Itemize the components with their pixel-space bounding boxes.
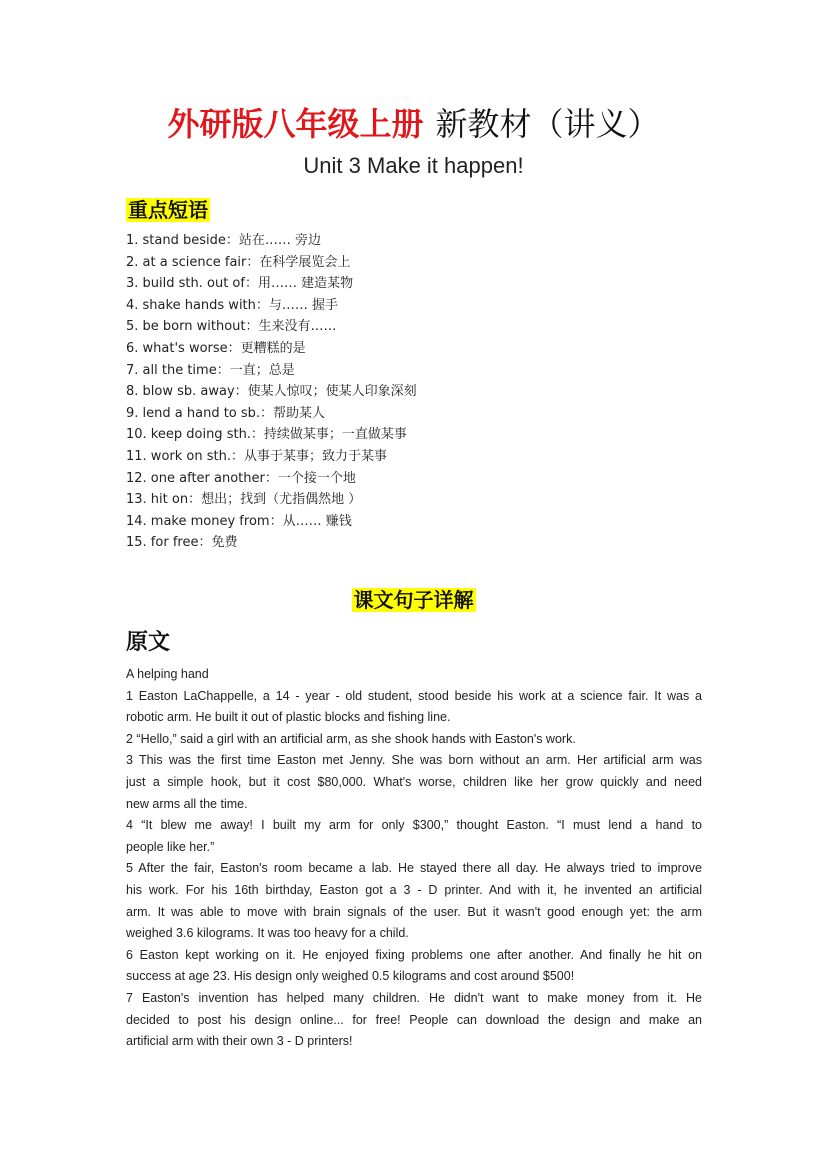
text-line: arm. It was able to move with brain signals of the user. But it wasn't good enough yet: the arm [126, 904, 702, 919]
unit-subtitle: Unit 3 Make it happen! [303, 153, 524, 178]
phrase-item: 1. stand beside：站在…… 旁边 [126, 233, 322, 248]
text-line: new arms all the time. [126, 796, 248, 811]
phrase-item: 9. lend a hand to sb.：帮助某人 [126, 405, 326, 421]
phrase-item: 15. for free：免费 [126, 535, 238, 551]
phrase-item: 8. blow sb. away：使某人惊叹；使某人印象深刻 [126, 384, 417, 400]
text-line: just a simple hook, but it cost $80,000. What's worse, children like her grow quickly and need [126, 774, 702, 789]
phrase-item: 5. be born without：生来没有…… [126, 319, 337, 335]
text-line: decided to post his design online... for free! People can download the design and make an [126, 1012, 702, 1027]
text-line: artificial arm with their own 3 - D printers! [126, 1034, 353, 1049]
text-line: 1 Easton LaChappelle, a 14 - year - old student, stood beside his work at a science fair. It was a [126, 688, 702, 703]
text-line: 7 Easton's invention has helped many children. He didn't want to make money from it. He [126, 990, 702, 1005]
sentences-heading [0, 586, 827, 614]
phrase-item: 10. keep doing sth.：持续做某事；一直做某事 [126, 427, 407, 443]
phrase-item: 13. hit on：想出；找到（尤指偶然地 ） [126, 492, 362, 508]
title-red: 外研版八年级上册 [167, 105, 424, 143]
text-line: weighed 3.6 kilograms. It was too heavy for a child. [126, 926, 409, 941]
text-line: 5 After the fair, Easton's room became a lab. He stayed there all day. He always tried to improve [126, 861, 702, 876]
phrases-heading [126, 196, 210, 224]
page-title [0, 104, 827, 144]
title-black: 新教材（讲义） [435, 105, 660, 143]
text-line: A helping hand [126, 667, 209, 681]
phrase-item: 4. shake hands with：与…… 握手 [126, 297, 339, 313]
phrase-item: 6. what's worse：更糟糕的是 [126, 340, 306, 356]
text-line: success at age 23. His design only weighed 0.5 kilograms and cost around $500! [126, 969, 575, 984]
text-line: 4 “It blew me away! I built my arm for only $300,” thought Easton. “I must lend a hand to [126, 818, 702, 833]
phrase-item: 3. build sth. out of：用…… 建造某物 [126, 276, 354, 292]
text-line: 2 “Hello,” said a girl with an artificial arm, as she shook hands with Easton's work. [126, 731, 576, 746]
phrase-item: 14. make money from：从…… 赚钱 [126, 513, 352, 529]
phrase-item: 11. work on sth.：从事于某事；致力于某事 [126, 448, 387, 464]
text-line: his work. For his 16th birthday, Easton got a 3 - D printer. And with it, he invented an artificial [126, 882, 702, 897]
original-text [126, 664, 702, 1053]
text-line: robotic arm. He built it out of plastic blocks and fishing line. [126, 710, 451, 725]
sentences-heading-text: 课文句子详解 [353, 588, 474, 612]
phrase-item: 2. at a science fair：在科学展览会上 [126, 254, 351, 270]
text-line: 3 This was the first time Easton met Jenny. She was born without an arm. Her artificial arm was [126, 753, 702, 768]
phrase-item: 12. one after another：一个接一个地 [126, 470, 356, 486]
text-line: 6 Easton kept working on it. He enjoyed fixing problems one after another. And finally he hit on [126, 947, 702, 962]
text-line: people like her.” [126, 839, 215, 854]
phrase-item: 7. all the time：一直；总是 [126, 362, 295, 378]
phrase-list [126, 230, 417, 554]
original-heading: 原文 [126, 629, 171, 655]
phrases-heading-text: 重点短语 [128, 198, 208, 222]
